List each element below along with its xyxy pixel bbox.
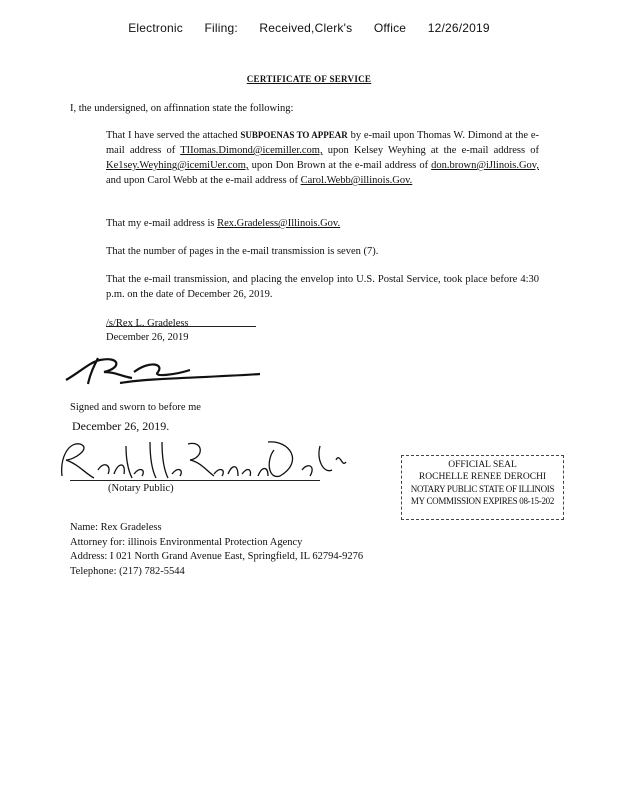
- header-received: Received,Clerk's: [259, 21, 353, 35]
- contact-address: Address: I 021 North Grand Avenue East, Springfield, IL 62794-9276: [70, 551, 364, 562]
- p2-a: That my e-mail address is: [106, 218, 215, 229]
- signature-rule: [106, 326, 256, 327]
- sign-date: December 26, 2019: [106, 332, 189, 343]
- handwritten-signature-notary: [54, 430, 354, 490]
- email-weyhing: Ke1sey.Weyhing@icemiUer.com,: [106, 160, 249, 171]
- email-paragraph: [106, 216, 539, 231]
- p1-a: That I have served the attached: [106, 130, 238, 141]
- service-paragraph: [106, 128, 539, 188]
- signed-by: /s/Rex L. Gradeless: [106, 318, 189, 329]
- handwritten-signature-rex: [60, 350, 270, 390]
- sworn-date: December 26, 2019.: [72, 419, 170, 433]
- seal-state: NOTARY PUBLIC STATE OF ILLINOIS: [410, 484, 555, 494]
- email-brown: don.brown@iJlinois.Gov,: [431, 160, 539, 171]
- contact-telephone: Telephone: (217) 782-5544: [70, 565, 185, 577]
- contact-attorney: Attorney for: illinois Environmental Protection Agency: [70, 536, 303, 548]
- title-text: CERTIFICATE OF SERVICE: [246, 74, 372, 84]
- contact-block: [70, 521, 363, 579]
- header-office: Office: [373, 21, 407, 35]
- intro-text: I, the undersigned, on affinnation state the following:: [70, 103, 294, 114]
- seal-expires: MY COMMISSION EXPIRES 08-15-202: [410, 496, 555, 506]
- header-filing: Filing:: [204, 21, 238, 35]
- email-gradeless: Rex.Gradeless@Illinois.Gov.: [217, 218, 341, 229]
- contact-name: Name: Rex Gradeless: [70, 522, 162, 533]
- sworn-text: Signed and sworn to before me: [70, 402, 201, 413]
- email-dimond: TIIomas.Dimond@icemiller.com,: [180, 145, 323, 156]
- p1-d: upon Don Brown at the e-mail address of: [251, 160, 429, 171]
- p1-e: and upon Carol Webb at the e-mail address of: [106, 175, 298, 186]
- pages-paragraph: That the number of pages in the e-mail transmission is seven (7).: [106, 246, 379, 257]
- seal-title: OFFICIAL SEAL: [448, 460, 517, 470]
- p1-b: by e-mail upon Thomas W. Dimond at the e-mail address of: [106, 130, 539, 156]
- p1-doc: SUBPOENAS TO APPEAR: [240, 130, 348, 140]
- notary-label: (Notary Public): [108, 483, 174, 494]
- p1-c: upon Kelsey Weyhing at the e-mail address of: [327, 145, 539, 156]
- transmission-paragraph: That the e-mail transmission, and placing the envelop into U.S. Postal Service, took place before 4:30 p.m. on the date of December 26, 2019.: [106, 274, 539, 300]
- document-title: [0, 72, 618, 87]
- official-seal: [401, 455, 564, 520]
- seal-name: ROCHELLE RENEE DEROCHI: [418, 472, 547, 482]
- header-date: 12/26/2019: [427, 21, 490, 35]
- filing-stamp-header: [0, 21, 618, 35]
- header-electronic: Electronic: [128, 21, 183, 35]
- email-webb: Carol.Webb@illinois.Gov.: [300, 175, 413, 186]
